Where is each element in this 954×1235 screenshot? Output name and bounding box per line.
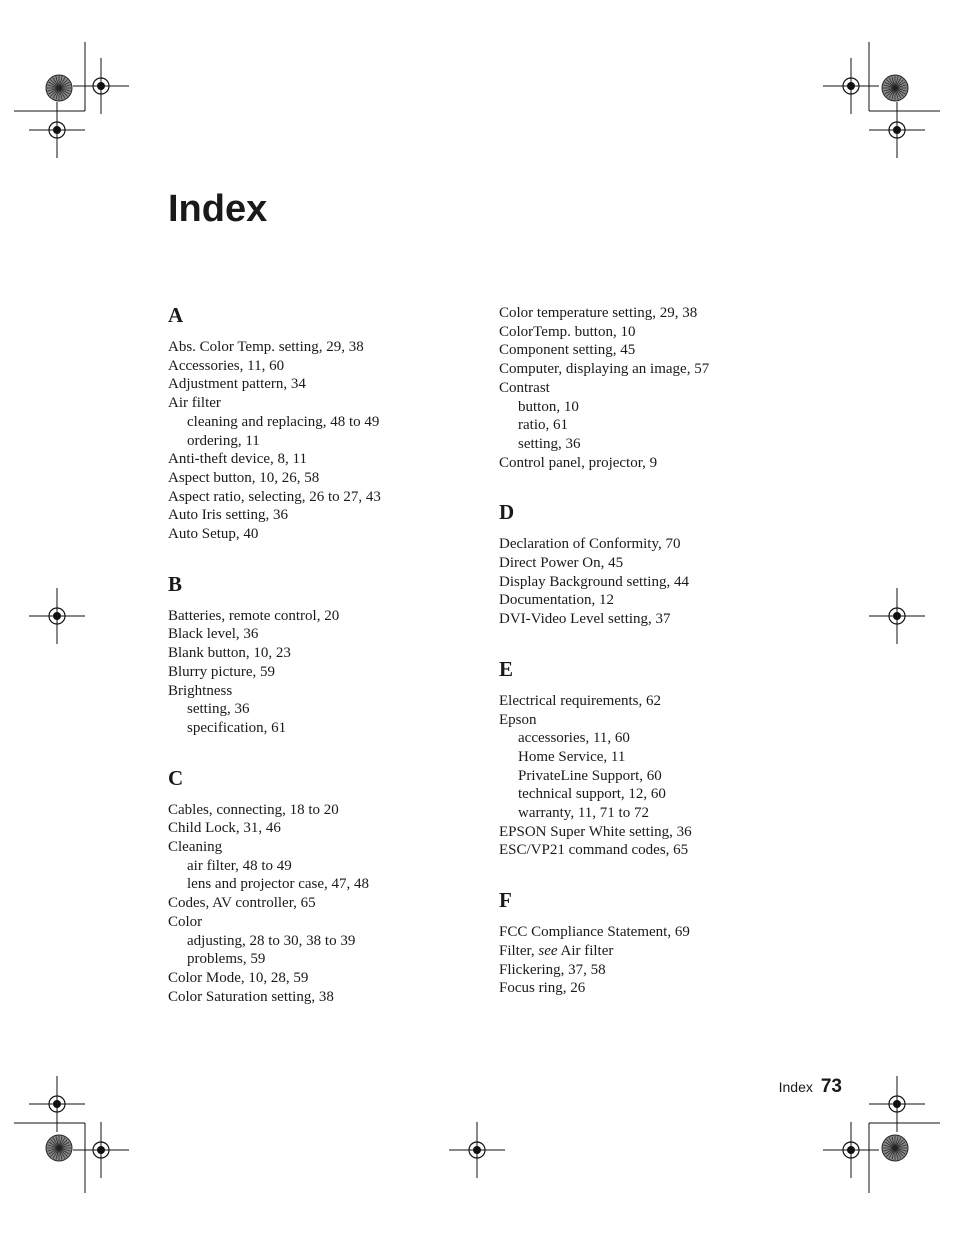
index-subentry: lens and projector case, 47, 48 [187, 876, 370, 893]
index-subentry: air filter, 48 to 49 [187, 857, 292, 874]
page-footer [779, 1076, 842, 1098]
footer-label: Index [778, 1079, 813, 1095]
index-entry: FCC Compliance Statement, 69 [499, 924, 690, 941]
index-entry: Color Saturation setting, 38 [168, 988, 334, 1005]
section-letter: F [499, 888, 512, 913]
registration-target-dot [893, 1100, 901, 1108]
index-entry: ESC/VP21 command codes, 65 [499, 842, 689, 859]
index-entry: Blank button, 10, 23 [168, 645, 291, 662]
registration-target-dot [53, 612, 61, 620]
index-entry: Batteries, remote control, 20 [168, 607, 340, 624]
index-subentry: problems, 59 [187, 951, 266, 968]
index-entry: Child Lock, 31, 46 [168, 820, 281, 837]
rosette-center [57, 86, 62, 91]
index-entry: Aspect button, 10, 26, 58 [168, 469, 320, 486]
registration-target-dot [53, 126, 61, 134]
index-subentry: ordering, 11 [187, 432, 260, 449]
index-entry: Auto Iris setting, 36 [168, 507, 288, 524]
index-section [168, 801, 468, 1007]
index-entry: Electrical requirements, 62 [499, 692, 662, 709]
entry-see-target: Air filter [557, 942, 614, 959]
index-entry: Contrast [499, 379, 550, 396]
index-subentry: accessories, 11, 60 [518, 730, 630, 747]
index-entry: Display Background setting, 44 [499, 573, 689, 590]
index-entry: Flickering, 37, 58 [499, 961, 606, 978]
index-entry: Auto Setup, 40 [168, 526, 259, 543]
index-entry: Cleaning [168, 839, 223, 856]
section-letter: C [168, 765, 184, 790]
index-column-right [499, 304, 799, 1025]
index-entry: DVI-Video Level setting, 37 [499, 611, 671, 628]
index-entry: Color Mode, 10, 28, 59 [168, 969, 309, 986]
registration-target-dot [97, 1146, 105, 1154]
index-subentry: button, 10 [518, 398, 579, 415]
index-subentry: adjusting, 28 to 30, 38 to 39 [187, 932, 356, 949]
index-entry: Blurry picture, 59 [168, 663, 276, 680]
index-section [499, 692, 799, 860]
index-entry: Brightness [168, 682, 233, 699]
index-section [499, 535, 799, 629]
index-section [168, 607, 468, 738]
index-entry: ColorTemp. button, 10 [499, 323, 636, 340]
rosette-center [893, 1146, 898, 1151]
index-subentry: Home Service, 11 [518, 748, 626, 765]
index-entry [499, 942, 799, 961]
index-section [499, 923, 799, 998]
index-entry: Adjustment pattern, 34 [168, 376, 306, 393]
index-subentry: technical support, 12, 60 [518, 786, 666, 803]
index-subentry: PrivateLine Support, 60 [518, 767, 662, 784]
registration-target-dot [893, 612, 901, 620]
page-title: Index [168, 188, 268, 230]
entry-text: Filter, [499, 942, 539, 959]
index-entry: Documentation, 12 [499, 592, 614, 609]
section-letter: D [499, 500, 515, 525]
index-section [168, 338, 468, 544]
registration-target-dot [473, 1146, 481, 1154]
index-entry: Epson [499, 711, 537, 728]
index-entry: Computer, displaying an image, 57 [499, 361, 710, 378]
registration-target-dot [893, 126, 901, 134]
index-entry: Accessories, 11, 60 [168, 357, 285, 374]
page-number: 73 [820, 1076, 842, 1097]
index-entry: Abs. Color Temp. setting, 29, 38 [168, 339, 364, 355]
section-letter: E [499, 656, 514, 681]
index-entry: Component setting, 45 [499, 342, 636, 359]
index-subentry: setting, 36 [187, 701, 250, 718]
index-entry: Declaration of Conformity, 70 [499, 536, 681, 553]
index-subentry: specification, 61 [187, 719, 287, 736]
index-subentry: ratio, 61 [518, 417, 568, 434]
index-entry: Anti-theft device, 8, 11 [168, 451, 307, 468]
section-letter: A [168, 303, 184, 327]
rosette-center [893, 86, 898, 91]
registration-target-dot [847, 1146, 855, 1154]
index-entry: Aspect ratio, selecting, 26 to 27, 43 [168, 488, 381, 505]
index-entry: Black level, 36 [168, 626, 259, 643]
index-entry: Direct Power On, 45 [499, 555, 624, 572]
index-subentry: setting, 36 [518, 435, 581, 452]
index-entry: Air filter [168, 395, 221, 412]
registration-target-dot [97, 82, 105, 90]
index-entry: Codes, AV controller, 65 [168, 895, 316, 912]
entry-see-reference: see [538, 942, 558, 959]
index-subentry: warranty, 11, 71 to 72 [518, 805, 649, 822]
index-entry: Color [168, 913, 203, 930]
registration-target-dot [53, 1100, 61, 1108]
index-entry: Control panel, projector, 9 [499, 454, 658, 471]
index-column-left [168, 302, 468, 1033]
rosette-center [57, 1146, 62, 1151]
index-entry: Focus ring, 26 [499, 980, 586, 997]
index-entry: EPSON Super White setting, 36 [499, 823, 692, 840]
registration-target-dot [847, 82, 855, 90]
index-entry: Color temperature setting, 29, 38 [499, 305, 698, 321]
index-section [499, 304, 799, 472]
index-subentry: cleaning and replacing, 48 to 49 [187, 413, 380, 430]
index-entry: Cables, connecting, 18 to 20 [168, 801, 339, 818]
section-letter: B [168, 571, 183, 596]
